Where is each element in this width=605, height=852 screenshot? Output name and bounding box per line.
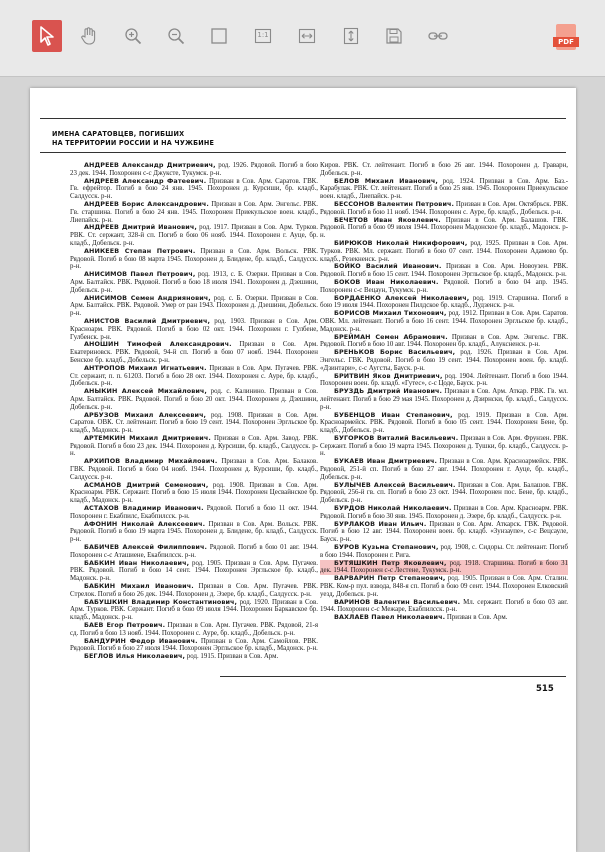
entry-text: Призван в Сов. Арм. Октябрьск. РВК. Рядовой. Погиб в бою 11 нояб. 1944. Похоронен с. Ауре, бр. кладб., Добельск. р-н. — [320, 200, 568, 216]
entry-name: БУРДОВ Николай Николаевич. — [334, 504, 452, 513]
list-entry — [320, 201, 568, 217]
entry-name: БОРИСОВ Михаил Тихонович, — [334, 309, 447, 318]
link-icon — [428, 30, 448, 42]
entry-name: БОРДАЕНКО Алексей Николаевич, — [334, 293, 470, 302]
actual-size-label: 1:1 — [257, 31, 269, 39]
entry-name: БУГОРКОВ Виталий Васильевич. — [334, 433, 459, 442]
entry-name: АНОШИН Тимофей Александрович. — [84, 340, 232, 349]
entry-name: АРТЕМКИН Михаил Дмитриевич. — [84, 433, 211, 442]
entry-text: род. 1925. Призван в Сов. Арм. Турков. РВК. Мл. сержант. Погиб в бою 07 сент. 1944. Похоронен Адамово бр. кладб., Резекненск. р-н. — [320, 239, 568, 263]
list-entry — [70, 560, 318, 583]
entry-text: род. 1919. Призван в Сов. Арм. Красноармейск. РВК. Рядовой. Погиб в бою 05 сент. 1944. Похоронен Бене, бр. кладб., Добельск. р-н. — [320, 411, 568, 435]
entry-text: Призван в Сов. Арм. Балашов. ГВК. Рядовой, 256-й гв. сп. Погиб в бою 23 окт. 1944. Похоронен пос. Бене, бр. кладб., Добельск. р-н. — [320, 481, 568, 505]
list-entry — [320, 178, 568, 201]
entry-name: АНТРОПОВ Михаил Игнатьевич. — [84, 363, 207, 372]
zoom-out-button[interactable] — [163, 22, 189, 50]
entry-name: БАНДУРИН Федор Иванович. — [84, 636, 198, 645]
list-entry — [70, 162, 318, 178]
entry-text: Призван в Сов. Арм. Пугачев. РВК. Стрелок. Погиб в бою 26 дек. 1944. Похоронен д. Эзере, бр. кладб., Салдусск. р-н. — [70, 583, 318, 598]
entry-name: АСТАХОВ Владимир Иванович. — [84, 504, 204, 513]
heading-rule — [40, 152, 566, 153]
entry-text: род. 1924. Призван в Сов. Арм. Баз.-Карабулак. РВК. Ст. лейтенант. Погиб в бою 25 янв. 1945. Похоронен Приекульское воен. кладб., Лиепайск. р-н. — [320, 177, 568, 201]
list-entry — [320, 240, 568, 263]
entry-text: Киров. РВК. Ст. лейтенант. Погиб в бою 26 авг. 1944. Похоронен д. Граварн, Добельск. р-н. — [320, 162, 568, 177]
page-view-icon — [210, 27, 228, 45]
list-entry — [70, 224, 318, 247]
entry-name: БЕЧЕТОВ Иван Яковлевич. — [334, 215, 441, 224]
entry-text: Призван в Сов. Арм. Вольск. РВК. Рядовой. Погиб в бою 08 марта 1945. Похоронен д. Блидене, бр. кладб., Салдусск. р-н. — [70, 247, 318, 271]
entry-name: БУРЛАКОВ Иван Ильич. — [334, 519, 427, 528]
entry-text: род. 1908. Призван в Сов. Арм. Саратов. ОВК. Ст. лейтенант. Погиб в бою 19 сент. 1944. Похоронен Эргльское бр. кладб., Мадонск. р-н. — [70, 411, 319, 435]
entry-text: Мл. сержант. Погиб в бою 03 авг. 1944. Похоронен с-с Межаре, Екабпилсск. р-н. — [320, 598, 568, 614]
entry-text: род. 1919. Старшина. Погиб в бою 19 июля 1944. Похоронен Пилдское бр. кладб., Лудзенск. р-н. — [320, 294, 568, 310]
entry-name: БИРЮКОВ Николай Никифорович, — [334, 238, 468, 247]
entry-text: род. 1904. Лейтенант. Погиб в бою 1944. Похоронен воен. бр. кладб. «Гутес», с-с Цоде, Бауск. р-н. — [320, 372, 568, 388]
list-entry — [320, 575, 568, 598]
entry-name: БУКАЕВ Иван Дмитриевич. — [334, 457, 438, 466]
list-entry — [70, 482, 318, 505]
entry-name: БУРОВ Кузьма Степанович, — [334, 543, 439, 552]
list-entry — [70, 388, 318, 411]
list-entry — [320, 295, 568, 311]
right-column — [320, 162, 568, 622]
list-entry — [70, 271, 318, 294]
list-entry — [70, 521, 318, 544]
entry-name: БЕССОНОВ Валентин Петрович. — [334, 199, 455, 208]
select-tool-button[interactable] — [32, 20, 62, 52]
list-entry — [70, 201, 318, 224]
list-entry — [320, 217, 568, 240]
save-icon — [385, 27, 403, 45]
heading-line-2: НА ТЕРРИТОРИИ РОССИИ И НА ЧУЖБИНЕ — [52, 138, 215, 147]
viewer-toolbar — [0, 0, 605, 77]
link-button[interactable] — [425, 22, 451, 50]
entry-text: Призван в Сов. Арм. Завод. РВК. Рядовой. Погиб в бою 23 дек. 1944. Похоронен д. Курсиши, бр. кладб., Салдусск. р-н. — [70, 434, 318, 458]
entry-name: АНИКЕЕВ Степан Петрович. — [84, 246, 196, 255]
entry-name: ВАРИНОВ Валентин Васильевич. — [334, 597, 461, 606]
entry-name: БОЙКО Василий Иванович. — [334, 262, 442, 271]
entry-name: БАЕВ Егор Петрович. — [84, 621, 166, 630]
entry-name: АФОНИН Николай Алексеевич. — [84, 519, 206, 528]
entry-name: БАБУШКИН Владимир Константинович, — [84, 597, 238, 606]
fit-page-button[interactable] — [338, 22, 364, 50]
entry-text: Призван в Сов. Арм. — [445, 614, 508, 622]
list-entry — [70, 458, 318, 481]
entry-text: род. 1913, с. Б. Озерки. Призван в Сов. Арм. Балтайск. РВК. Рядовой. Погиб в бою 18 июля 1941. Похоронен д. Дзешини, Добельск. р-н. — [70, 271, 318, 294]
list-entry — [320, 412, 568, 435]
entry-name: ВАРВАРИН Петр Степанович, — [334, 574, 446, 583]
entry-name: АНДРЕЕВ Александр Дмитриевич, — [84, 161, 216, 169]
entry-text: род. 1912. Призван в Сов. Арм. Саратов. ОВК. Мл. лейтенант. Погиб в бою 16 сент. 1944. Похоронен Эргльское бр. кладб., Мадонск. р-н. — [320, 310, 569, 333]
heading-line-1: ИМЕНА САРАТОВЦЕВ, ПОГИБШИХ — [52, 129, 185, 138]
entry-text: Рядовой. Погиб в бою 01 авг. 1944. Похоронен с-с Аташиене, Екабпилсск. р-н. — [70, 544, 318, 559]
zoom-in-icon — [124, 27, 142, 45]
list-entry — [70, 341, 318, 364]
entry-text: Призван в Сов. Арм. Балашов. ГВК. Рядовой. Погиб в бою 09 июля 1944. Похоронен Мадонское бр. кладб., Мадонск. р-н. — [320, 216, 569, 240]
entry-text: род. 1926. Призван в Сов. Арм. Энгельс. ГВК. Рядовой. Погиб в бою 19 сент. 1944. Похоронен воен. бр. кладб. «Дзинтари», с-с Аугсты, Бауск. р-н. — [320, 349, 568, 372]
highlighted-entry — [320, 560, 568, 576]
entry-text: Призван в Сов. Арм. Балаков. ГВК. Рядовой. Погиб в бою 04 нояб. 1944. Похоронен д. Курсиши, бр. кладб., Салдусск. р-н. — [70, 458, 318, 481]
entry-name: БРЕНЬКОВ Борис Васильевич, — [334, 348, 456, 357]
entry-name: БУБЕНЦОВ Иван Степанович, — [334, 410, 453, 419]
entry-name: БЕЛОВ Михаил Иванович, — [334, 176, 438, 185]
entry-text: Рядовой. Погиб в бою 11 окт. 1944. Похоронен г. Екабпилс, Екабпилсск. р-н. — [70, 505, 318, 520]
entry-text: род. 1918. Старшина. Погиб в бою 31 дек. 1944. Похоронен с-с Лестене, Тукумск. р-н. — [320, 559, 568, 575]
list-entry — [70, 638, 318, 654]
section-heading — [52, 129, 214, 147]
fit-page-icon — [342, 27, 360, 45]
entry-text: Призван в Сов. Арм. Вольск. РВК. Рядовой. Погиб в бою 19 марта 1945. Похоронен д. Блидене, бр. кладб., Салдусск. р-н. — [70, 520, 318, 544]
entry-text: род. 1926. Рядовой. Погиб в бою 23 дек. 1944. Похоронен с-с Джуксте, Тукумск. р-н. — [70, 162, 318, 177]
entry-name: АНДРЕЕВ Александр Фатеевич. — [84, 176, 207, 185]
save-button[interactable] — [381, 22, 407, 50]
fit-width-icon — [298, 27, 316, 45]
entry-text: род. 1917. Призван в Сов. Арм. Турков. РВК. Ст. сержант, 328-й сп. Погиб в бою 06 нояб. 1944. Похоронен г. Ауце, бр. кладб., Добельск. р-н. — [70, 224, 318, 247]
document-page — [30, 88, 576, 852]
entry-name: БУЛЫЧЕВ Алексей Васильевич. — [334, 480, 456, 489]
entry-text: род. 1915. Призван в Сов. Арм. — [185, 653, 279, 661]
list-entry — [70, 248, 318, 271]
entry-name: АНИСИМОВ Семен Андриянович, — [84, 293, 211, 302]
entry-name: БРИТВИН Яков Дмитриевич, — [334, 371, 443, 380]
list-entry — [70, 622, 318, 638]
list-entry — [320, 263, 568, 279]
entry-name: АНДРЕЕВ Борис Александрович. — [84, 199, 209, 208]
entry-text: Призван в Сов. Арм. Саратов. ГВК. Гв. ефрейтор. Погиб в бою 24 янв. 1945. Похоронен д. Курсиши, бр. кладб., Салдусск. р-н. — [70, 177, 318, 201]
entry-name: БЕГЛОВ Илья Николаевич, — [84, 652, 186, 661]
list-entry — [320, 334, 568, 350]
pdf-download-button[interactable] — [553, 24, 579, 52]
list-entry — [70, 653, 318, 661]
entry-name: АНИСТОВ Василий Дмитриевич, — [84, 316, 210, 325]
list-entry — [320, 349, 568, 372]
list-entry — [320, 458, 568, 481]
entry-name: БРЕЙМАН Семен Абрамович. — [334, 332, 448, 341]
bottom-rule — [220, 676, 566, 677]
list-entry — [320, 310, 568, 333]
entry-text: род. 1920. Призван в Сов. Арм. Турков. РВК. Сержант. Погиб в бою 09 июля 1944. Похоронен Баркавское бр. кладб., Мадонск. р-н. — [70, 598, 318, 622]
entry-text: род. 1903. Призван в Сов. Арм. Красноарм. РВК. Рядовой. Погиб в бою 02 окт. 1944. Похоронен г. Гулбене, Гулбенск. р-н. — [70, 317, 318, 341]
entry-name: БАБКИН Иван Николаевич, — [84, 558, 190, 567]
entry-name: АРХИПОВ Владимир Михайлович. — [84, 457, 218, 466]
list-entry — [320, 162, 568, 178]
list-entry — [320, 599, 568, 615]
actual-size-button[interactable] — [250, 22, 276, 50]
entry-name: АСМАНОВ Дмитрий Семенович, — [84, 480, 209, 489]
entry-text: род. с. Калинино. Призван в Сов. Арм. Балтайск. РВК. Рядовой. Погиб в бою 20 окт. 1944. Похоронен д. Дзешини, Добельск. р-н. — [70, 388, 318, 411]
entry-text: род. 1908, с. Сидоры. Ст. лейтенант. Погиб в бою 1944. Похоронен г. Рига. — [320, 544, 568, 559]
entry-text: Призван в Сов. Арм. Аткарск. ГВК. Рядовой. Погиб в бою 12 авг. 1944. Похоронен воен. бр. кладб. «Зунзаупе», с-с Вецсауле, Бауск. р-н. — [320, 520, 568, 544]
entry-text: Призван в Сов. Арм. Красноарм. РВК. Рядовой. Погиб в бою 30 янв. 1945. Похоронен д. Эзере, бр. кладб., Салдусск. р-н. — [320, 505, 568, 520]
entry-text: Призван в Сов. Арм. Энгельс. РВК. Гв. старшина. Погиб в бою 24 янв. 1945. Похоронен Приекульское воен. кладб., Лиепайск. р-н. — [70, 200, 318, 224]
entry-name: БОКОВ Иван Николаевич. — [334, 277, 439, 286]
list-entry — [320, 388, 568, 411]
entry-text: Призван в Сов. Арм. Аткар. РВК. Гв. мл. лейтенант. Погиб в бою 29 мая 1945. Похоронен д. Дзирнски, бр. кладб., Салдусск. р-н. — [320, 388, 568, 411]
left-column — [70, 162, 318, 661]
select-tool-icon — [39, 26, 55, 46]
entry-text: род. с. Б. Озерки. Призван в Сов. Арм. Балтайск. РВК. Рядовой. Умер от ран 1943. Похоронен д. Дзешини, Добельск. р-н. — [70, 294, 319, 318]
entry-text: Призван в Сов. Арм. Новоузен. РВК. Рядовой. Погиб в бою 15 сент. 1944. Похоронен Эргльское бр. кладб., Мадонск. р-н. — [320, 263, 568, 279]
entry-text: Призван в Сов. Арм. Фрунзен. РВК. Сержант. Погиб в бою 19 марта 1945. Похоронен д. Тушки, бр. кладб., Салдусск. р-н. — [320, 434, 569, 458]
list-entry — [320, 505, 568, 521]
list-entry — [70, 505, 318, 521]
list-entry — [320, 614, 568, 622]
entry-text: Призван в Сов. Арм. Пугачев. РВК. Ст. сержант, п. п. 61203. Погиб в бою 28 окт. 1944. Похоронен с. Ауре, бр. кладб., Добельск. р-н. — [70, 364, 318, 388]
entry-text: Рядовой. Погиб в бою 04 апр. 1945. Похоронен с-с Вецаун, Тукумск. р-н. — [320, 278, 568, 294]
list-entry — [70, 412, 318, 435]
list-entry — [320, 279, 568, 295]
entry-name: БАБИЧЕВ Алексей Филиппович. — [84, 543, 207, 552]
list-entry — [70, 178, 318, 201]
zoom-out-icon — [167, 27, 185, 45]
list-entry — [70, 544, 318, 560]
entry-name: БУТЯШКИН Петр Яковлевич, — [334, 558, 447, 567]
entry-text: род. 1905. Призван в Сов. Арм. Пугачев. РВК. Рядовой. Погиб в бою 14 сент. 1944. Похоронен Эргльское бр. кладб., Мадонск. р-н. — [70, 559, 318, 583]
list-entry — [70, 365, 318, 388]
entry-name: БРУЗДЬ Дмитрий Иванович. — [334, 387, 443, 396]
entry-name: ВАХЛАЕВ Павел Николаевич. — [334, 613, 446, 622]
fit-width-button[interactable] — [294, 22, 320, 50]
hand-tool-button[interactable] — [76, 22, 102, 50]
entry-text: род. 1908. Призван в Сов. Арм. Красноарм. РВК. Сержант. Погиб в бою 15 июля 1944. Похоронен Цесвайнское бр. кладб., Мадонск. р-н. — [70, 481, 318, 505]
entry-name: АРБУЗОВ Михаил Алексеевич, — [84, 410, 207, 419]
list-entry — [320, 521, 568, 544]
actual-size-icon — [254, 27, 272, 45]
pdf-label: PDF — [553, 37, 579, 47]
entry-text: Призван в Сов. Арм. Энгельс. ГВК. Рядовой. Погиб в бою 10 авг. 1944. Похоронен бр. кладб., Алуксненск. р-н. — [320, 333, 568, 349]
list-entry — [320, 544, 568, 560]
list-entry — [70, 318, 318, 341]
list-entry — [70, 435, 318, 458]
list-entry — [320, 373, 568, 389]
entry-text: Призван в Сов. Арм. Красноармейск. РВК. Рядовой, 251-й сп. Погиб в бою 27 авг. 1944. Похоронен г. Ауце, бр. кладб., Добельск. р-н. — [320, 458, 568, 481]
list-entry — [70, 583, 318, 599]
page-view-button[interactable] — [206, 22, 232, 50]
list-entry — [320, 435, 568, 458]
entry-name: АНИСИМОВ Павел Петрович, — [84, 270, 196, 279]
list-entry — [70, 599, 318, 622]
entry-name: АНДРЕЕВ Дмитрий Иванович, — [84, 223, 197, 232]
top-rule — [40, 118, 566, 119]
hand-tool-icon — [80, 26, 98, 46]
entry-text: Призван в Сов. Арм. Самойлов. РВК. Рядовой. Погиб в бою 27 июля 1944. Похоронен Эргльское бр. кладб., Мадонск. р-н. — [70, 637, 318, 653]
page-number: 515 — [536, 684, 554, 694]
entry-text: Призван в Сов. Арм. Пугачев. РВК. Рядовой, 21-я сд. Погиб в бою 13 нояб. 1944. Похоронен с. Ауре, бр. кладб., Добельск. р-н. — [70, 622, 318, 637]
entry-name: АНЫКИН Алексей Михайлович, — [84, 387, 207, 396]
entry-text: род. 1905. Призван в Сов. Арм. Сталин. РВК. Ком-р пул. взвода, 848-я сп. Погиб в бою 09 сент. 1944. Похоронен Елковский уезд, Добельск. р-н. — [320, 575, 568, 598]
entry-name: БАБКИН Михаил Иванович. — [84, 582, 194, 591]
zoom-in-button[interactable] — [120, 22, 146, 50]
list-entry — [320, 482, 568, 505]
list-entry — [70, 295, 318, 318]
entry-text: Призван в Сов. Арм. Екатериновск. РВК. Рядовой, 94-й сп. Погиб в бою 07 нояб. 1944. Похоронен Бенское бр. кладб., Добельск. р-н. — [70, 341, 318, 364]
